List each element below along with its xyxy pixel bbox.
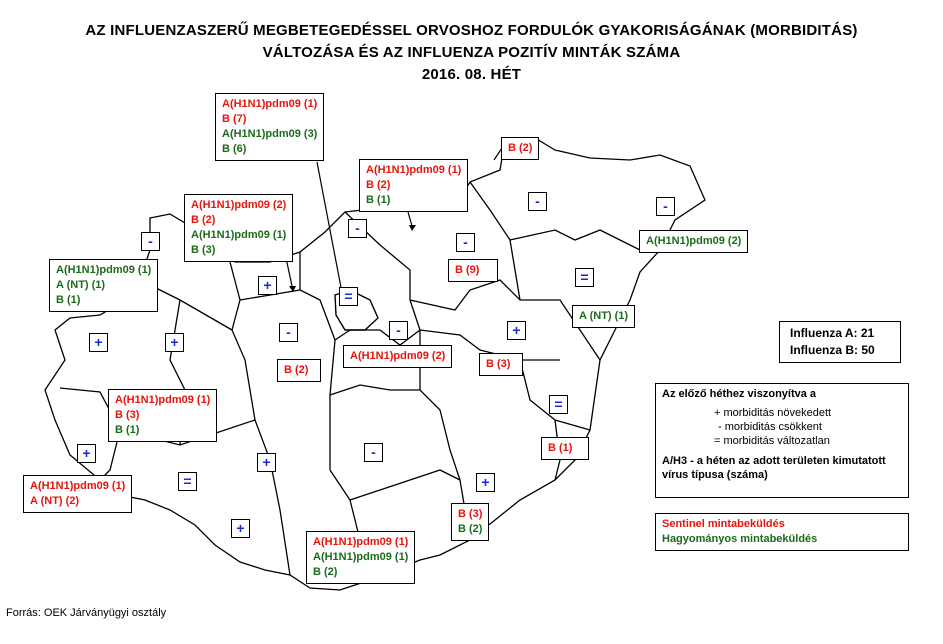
nograd-pointer-arrow (409, 225, 416, 231)
komarom-traditional-b: B (3) (191, 244, 216, 256)
sign-bekes: = (549, 395, 568, 414)
sign-somogy: = (178, 472, 197, 491)
sample-type-legend (655, 513, 909, 551)
sign-tolna: + (257, 453, 276, 472)
nograd-traditional-b: B (1) (366, 194, 391, 206)
baranya-sentinel-h1n1: A(H1N1)pdm09 (1) (313, 536, 409, 548)
zala-traditional-b: B (1) (115, 424, 140, 436)
baranya-traditional-b: B (2) (313, 566, 338, 578)
heves-sentinel-b: B (9) (455, 264, 480, 276)
zala-sentinel-h1n1: A(H1N1)pdm09 (1) (115, 394, 211, 406)
box-baranya (306, 531, 415, 584)
box-borsod (501, 137, 539, 160)
map-title-week: 2016. 08. HÉT (421, 66, 522, 83)
map-title-line1: AZ INFLUENZASZERŰ MEGBETEGEDÉSSEL ORVOSHOZ FORDULÓK GYAKORISÁGÁNAK (MORBIDITÁS) (85, 22, 858, 39)
box-csongrad (451, 503, 489, 541)
budapest-pointer (317, 162, 343, 298)
sign-fejer: - (279, 323, 298, 342)
sign-veszprem: + (165, 333, 184, 352)
box-nograd (359, 159, 468, 212)
sign-pest: - (389, 321, 408, 340)
gyor-traditional-b: B (1) (56, 294, 81, 306)
sign-baranya: + (231, 519, 250, 538)
borsod-sentinel-b: B (2) (508, 142, 533, 154)
vas-sentinel-ant: A (NT) (2) (30, 495, 80, 507)
nograd-pointer (408, 212, 412, 226)
szolnok-sentinel-b: B (3) (486, 358, 511, 370)
budapest-traditional-b: B (6) (222, 143, 247, 155)
box-bekes (541, 437, 589, 460)
total-influenza-b: Influenza B: 50 (790, 343, 875, 357)
baranya-traditional-h1n1: A(H1N1)pdm09 (1) (313, 551, 409, 563)
box-pest (343, 345, 452, 368)
box-szabolcs (639, 230, 748, 253)
nograd-sentinel-h1n1: A(H1N1)pdm09 (1) (366, 164, 462, 176)
csongrad-sentinel-b: B (3) (458, 508, 483, 520)
sign-vas: + (89, 333, 108, 352)
komarom-sentinel-b: B (2) (191, 214, 216, 226)
sign-szolnok: + (507, 321, 526, 340)
legend-sentinel: Sentinel mintabeküldés (662, 518, 785, 530)
sign-gyor: - (141, 232, 160, 251)
box-komarom (184, 194, 293, 262)
zala-sentinel-b: B (3) (115, 409, 140, 421)
budapest-sentinel-b: B (7) (222, 113, 247, 125)
nograd-sentinel-b: B (2) (366, 179, 391, 191)
map-title-line2: VÁLTOZÁSA ÉS AZ INFLUENZA POZITÍV MINTÁK SZÁMA (262, 44, 681, 61)
budapest-sentinel-h1n1: A(H1N1)pdm09 (1) (222, 98, 318, 110)
totals-box (779, 321, 901, 363)
box-zala (108, 389, 217, 442)
sign-komarom: + (258, 276, 277, 295)
source-credit: Forrás: OEK Járványügyi osztály (6, 607, 167, 619)
fejer-sentinel-b: B (2) (284, 364, 309, 376)
total-influenza-a: Influenza A: 21 (790, 326, 875, 340)
legend-equal: = morbiditás változatlan (714, 435, 830, 447)
legend-box (655, 383, 909, 498)
box-fejer (277, 359, 321, 382)
sign-bacs: - (364, 443, 383, 462)
gyor-traditional-ant: A (NT) (1) (56, 279, 106, 291)
sign-borsod: - (528, 192, 547, 211)
sign-zala: + (77, 444, 96, 463)
budapest-traditional-h1n1: A(H1N1)pdm09 (3) (222, 128, 318, 140)
csongrad-traditional-b: B (2) (458, 523, 483, 535)
komarom-traditional-h1n1: A(H1N1)pdm09 (1) (191, 229, 287, 241)
sign-csongrad: + (476, 473, 495, 492)
sign-heves: - (456, 233, 475, 252)
bekes-sentinel-b: B (1) (548, 442, 573, 454)
box-szolnok (479, 353, 523, 376)
legend-virus-line2: vírus típusa (száma) (662, 469, 768, 481)
legend-minus: - morbiditás csökkent (718, 421, 822, 433)
sign-hajdu: = (575, 268, 594, 287)
box-budapest (215, 93, 324, 161)
sign-szabolcs: - (656, 197, 675, 216)
legend-intro: Az előző héthez viszonyítva a (662, 388, 817, 400)
pest-sentinel-h1n1: A(H1N1)pdm09 (2) (350, 350, 446, 362)
box-heves (448, 259, 498, 282)
szabolcs-traditional-h1n1: A(H1N1)pdm09 (2) (646, 235, 742, 247)
box-vas (23, 475, 132, 513)
legend-traditional: Hagyományos mintabeküldés (662, 533, 818, 545)
hajdu-traditional-ant: A (NT) (1) (579, 310, 629, 322)
legend-plus: + morbiditás növekedett (714, 407, 832, 419)
sign-budapest: = (339, 287, 358, 306)
sign-nograd: - (348, 219, 367, 238)
box-gyor (49, 259, 158, 312)
komarom-pointer (286, 258, 292, 286)
vas-sentinel-h1n1: A(H1N1)pdm09 (1) (30, 480, 126, 492)
box-hajdu (572, 305, 635, 328)
komarom-sentinel-h1n1: A(H1N1)pdm09 (2) (191, 199, 287, 211)
gyor-traditional-h1n1: A(H1N1)pdm09 (1) (56, 264, 152, 276)
legend-virus-line1: A/H3 - a héten az adott területen kimutatott (662, 455, 886, 467)
